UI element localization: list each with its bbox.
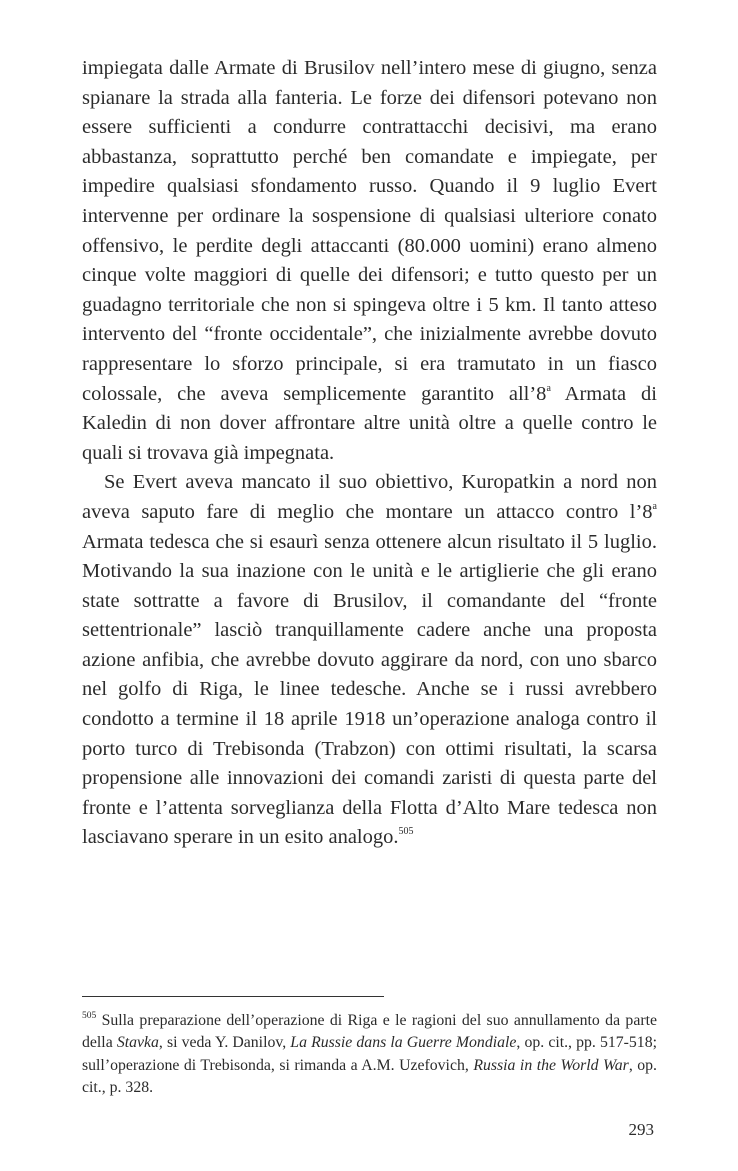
body-text xyxy=(82,54,657,853)
text-run: Sulla preparazione dell’operazione di Riga e le ragioni del suo annullamento da parte della xyxy=(82,1012,657,1052)
footnote-divider xyxy=(82,996,384,997)
italic-text: Russia in the World War xyxy=(473,1056,629,1074)
text-run: Armata di Kaledin di non dover affrontare altre unità oltre a quelle contro le quali si trovava già impegnata. xyxy=(82,382,657,464)
text-run: , si veda Y. Danilov, xyxy=(158,1034,291,1052)
text-run: , op. cit., pp. 517-518; sull’operazione di Trebisonda, si rimanda a A.M. Uzefovich, xyxy=(82,1034,657,1074)
italic-text: La Russie dans la Guerre Mondiale xyxy=(290,1034,517,1052)
footnote xyxy=(82,1010,657,1100)
superscript: a xyxy=(652,500,657,512)
footnote-text xyxy=(82,1012,657,1096)
superscript: 505 xyxy=(398,826,414,838)
text-run: Armata tedesca che si esaurì senza ottenere alcun risultato il 5 luglio. Motivando la sua inazione con le unità e le artiglierie che gli erano state sottratte a favore di Brusilov, il comandante del “fronte settentrionale” lasciò tranquillamente cadere anche una proposta azione anfibia, che avrebbe dovuto aggirare da nord, con uno sbarco nel golfo di Riga, le linee tedesche. Anche se i russi avrebbero condotto a termine il 18 aprile 1918 un’operazione analoga contro il porto turco di Trebisonda (Trabzon) con ottimi risultati, la scarsa propensione alle innovazioni dei comandi zaristi di questa parte del fronte e l’attenta sorveglianza della Flotta d’Alto Mare tedesca non lasciavano sperare in un esito analogo. xyxy=(82,530,657,849)
page-body xyxy=(82,54,657,853)
paragraph-1 xyxy=(82,54,657,468)
italic-text: Stavka xyxy=(116,1034,159,1052)
text-run: Se Evert aveva mancato il suo obiettivo, Kuropatkin a nord non aveva saputo fare di meglio che montare un attacco contro l’8 xyxy=(82,471,657,523)
page-number: 293 xyxy=(628,1120,654,1139)
superscript: a xyxy=(546,382,551,394)
text-run: , op. cit., p. 328. xyxy=(82,1056,658,1097)
text-run: impiegata dalle Armate di Brusilov nell’intero mese di giugno, senza spianare la strada alla fanteria. Le forze dei difensori potevano non essere sufficienti a condurre contrattacchi decisivi, ma erano abbastanza, soprattutto perché ben comandate e impiegate, per impedire qualsiasi sfondamento russo. Quando il 9 luglio Evert intervenne per ordinare la sospensione di qualsiasi ulteriore conato offensivo, le perdite degli attaccanti (80.000 uomini) erano almeno cinque volte maggiori di quelle dei difensori; e tutto questo per un guadagno territoriale che non si spingeva oltre i 5 km. Il tanto atteso intervento del “fronte occidentale”, che inizialmente avrebbe dovuto rappresentare lo sforzo principale, si era tramutato in un fiasco colossale, che aveva semplicemente garantito all’8 xyxy=(82,57,657,405)
footnote-number: 505 xyxy=(82,1011,97,1021)
paragraph-2 xyxy=(82,468,657,853)
